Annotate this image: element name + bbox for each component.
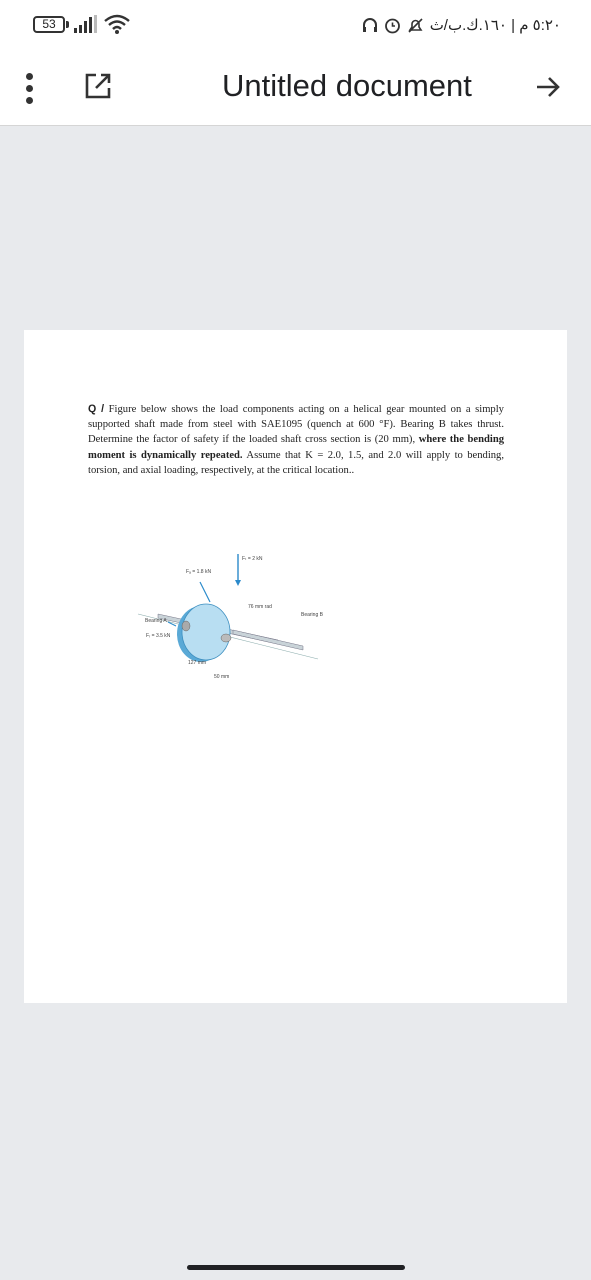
wifi-icon — [103, 13, 131, 35]
document-page — [24, 330, 567, 1003]
arrow-forward-icon[interactable] — [533, 72, 563, 102]
bearing-a-label: Bearing A — [145, 618, 167, 624]
battery-level: 53 — [42, 17, 56, 31]
fa-label: Fₐ = 1.8 kN — [186, 569, 212, 575]
status-bar — [0, 0, 591, 50]
radius-label: 76 mm rad — [248, 604, 272, 610]
document-title[interactable]: Untitled document — [222, 68, 472, 103]
more-vert-icon[interactable] — [23, 73, 35, 105]
shaft-right — [233, 630, 303, 650]
ft-label: Fₜ = 2 kN — [242, 556, 263, 562]
open-in-new-icon[interactable] — [83, 71, 113, 101]
question-part-2: Assume that K = 2.0, 1.5, and 2.0 will apply to bending, torsion, and axial loading, respectively, at the critical location.. — [88, 449, 505, 476]
status-time-text: ٥:٢٠ م | ١٦٠.ك.ب/ث — [429, 17, 561, 34]
battery-icon — [33, 16, 65, 33]
gear-face — [182, 604, 230, 660]
status-right — [362, 13, 561, 37]
app-bar — [0, 50, 591, 126]
dim-127-label: 127 mm — [188, 660, 207, 666]
headphones-icon — [362, 17, 378, 33]
battery-tip — [66, 21, 69, 28]
question-text — [88, 402, 504, 478]
no-notifications-icon — [407, 17, 424, 34]
question-part-1: Figure below shows the load components acting on a helical gear mounted on a simply supported shaft made from steel with SAE1095 (quench at 600 °F). Bearing B takes thrust. Determine the factor of safety if the loaded shaft cross section is (20 mm), — [88, 404, 504, 446]
alarm-icon — [384, 17, 401, 34]
home-indicator[interactable] — [187, 1265, 405, 1270]
dim-50-label: 50 mm — [214, 674, 230, 680]
signal-icon — [73, 14, 99, 34]
question-label: Q / — [88, 403, 105, 415]
question-bold: where the bending moment is dynamically repeated. — [88, 434, 505, 461]
bearing-b-label: Bearing B — [301, 612, 323, 618]
fr-label: Fᵣ = 3.5 kN — [146, 633, 171, 639]
gear-shaft-figure — [128, 554, 328, 680]
